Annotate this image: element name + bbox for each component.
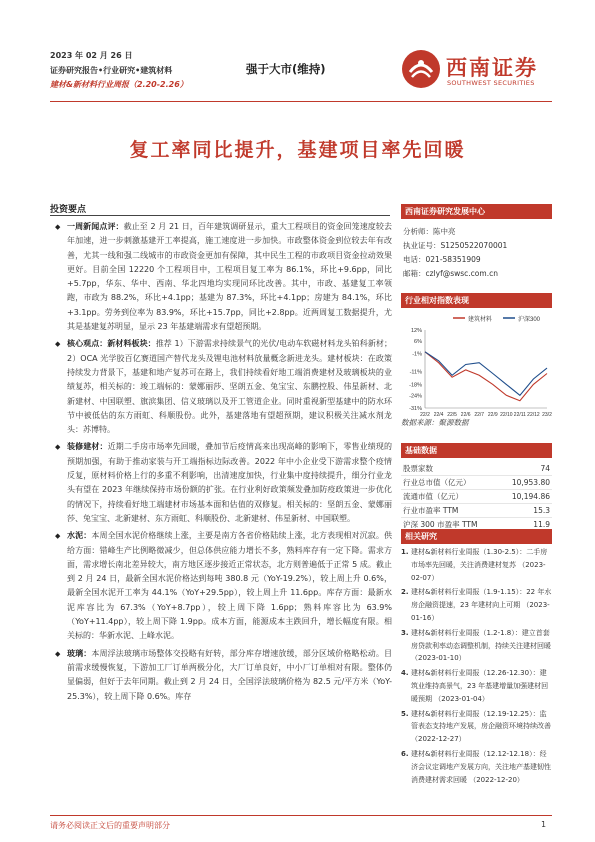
paragraph-lead: 玻璃：	[67, 648, 92, 658]
paragraph-text: 截止至 2 月 21 日，百年建筑调研显示，重大工程项目的资金回笼速度较去年加速，进一步刺激基建开工率提高，施工速度进一步加快。市政整体资金到位较去年有改善，尤其一线和强二线城市的市政资金更加有保障，其中民生工程的市政项目资金拉动效果更好。目前全国 12220 个工程项目中，工程项目复工率为 86.1%，环比+9.6pp，同比+5.7pp，华东、华中、西南、华北四地均实现同环比改善。其中，市政、基建复工率领跑，市政为 88.2%，环比+4.1pp；基建为 87.3%，环比+4.1pp；房建为 84.1%，环比+3.1pp。劳务到位率为 83.9%，环比+15.7pp，同比+2.8pp。近两周复工数据提升，尤其是基建复苏明显，显示 23 年基建端需求有望超预期。	[67, 222, 392, 332]
section-rule	[50, 215, 390, 216]
bullet-icon: ◆	[55, 649, 61, 658]
x-tick-label: 22/11	[513, 412, 526, 418]
company-logo	[402, 50, 552, 94]
y-tick-label: -31%	[409, 406, 422, 412]
bullet-icon: ◆	[55, 532, 61, 541]
basic-data-box	[401, 443, 552, 532]
related-num: 1.	[401, 548, 409, 556]
x-tick-label: 22/9	[487, 412, 498, 418]
weekly-title: 建材&新材料行业周报（2.20-2.26）	[50, 80, 188, 89]
y-tick-label: -11%	[409, 369, 422, 376]
table-row	[401, 490, 552, 504]
y-tick-label: -1%	[412, 351, 422, 358]
index-section-title: 行业相对指数表现	[401, 293, 552, 308]
row-label: 流通市值（亿元）	[401, 490, 499, 504]
related-text: 建材&新材料行业周报（12.19-12.25）：监管表态支持地产发展，房企融资环境持续改善 （2022-12-27）	[411, 709, 551, 744]
row-label: 行业总市值（亿元）	[401, 476, 499, 490]
series-line	[425, 352, 547, 401]
related-text: 建材&新材料行业周报（12.12-12.18）：经济会议定调地产发展方向，关注地产基建韧性消费建材需求回暖 （2022-12-20）	[411, 749, 551, 784]
analyst-email[interactable]: 邮箱：czlyf@swsc.com.cn	[403, 269, 498, 278]
report-type: 证券研究报告•行业研究•建筑材料	[50, 65, 173, 75]
x-tick-label: 22/6	[460, 412, 471, 418]
paragraph	[50, 529, 392, 643]
analyst-name: 分析师：陈中亮	[403, 227, 456, 236]
index-chart-svg	[401, 308, 552, 426]
bullet-icon: ◆	[55, 340, 61, 349]
related-num: 6.	[401, 749, 409, 758]
row-label: 沪深 300 市盈率 TTM	[401, 518, 499, 532]
bullet-icon: ◆	[55, 443, 61, 452]
x-tick-label: 22/5	[447, 412, 457, 418]
paragraph-lead: 一周新闻点评：	[67, 222, 124, 231]
paragraph-text: 推荐 1）下游需求持续景气的光伏/电动车软磁材料龙头铂科新材；2）OCA 光学胶百亿赛道国产替代龙头及锂电池材料放量概念新进龙头。建材板块：在政策持续发力背景下，基建和地产复苏可在路上，我们持续看好地工端消费建材及玻璃板块的业绩复苏，相关标的：竣工端标的：蒙娜丽莎、坚朗五金、兔宝宝、东鹏控股、伟星新材、北新建材、中国联塑、旗滨集团、信义玻璃以及开工管道企业。同时重视新型基建中的防水环节中被低估的东方雨虹、科顺股份。此外，基建落地有望超预期，建议积极关注减水剂龙头：苏博特。	[67, 339, 392, 435]
analyst-section-title: 西南证券研究发展中心	[401, 204, 552, 219]
x-tick-label: 22/7	[474, 412, 485, 418]
logo-text-en: SOUTHWEST SECURITIES	[447, 79, 535, 87]
series-line	[425, 352, 547, 396]
paragraph-lead: 核心观点：新材料板块：	[67, 339, 156, 349]
related-num: 3.	[401, 628, 409, 637]
row-value: 10,194.86	[499, 490, 552, 504]
report-header	[50, 49, 188, 93]
related-item[interactable]	[401, 627, 552, 665]
chart-source: 数据来源：聚源数据	[401, 418, 469, 427]
analyst-phone: 电话：021-58351909	[403, 255, 481, 264]
y-tick-label: -24%	[409, 393, 422, 400]
report-date: 2023 年 02 月 26 日	[50, 51, 133, 60]
x-tick-label: 22/4	[433, 412, 444, 418]
paragraph-lead: 装修建材：	[67, 442, 108, 452]
analyst-box	[401, 204, 552, 281]
related-text: 建材&新材料行业周报（1.2-1.8）：建立首套房贷款利率动态调整机制，持续关注建材回暖 （2023-01-10）	[411, 628, 551, 663]
related-item[interactable]	[401, 667, 552, 705]
paragraph-text: 本周浮法玻璃市场整体交投略有好转，部分库存增速放缓，部分区域价格略松动。目前需求缓慢恢复，下游加工厂订单两极分化，大厂订单良好，中小厂订单相对有限。整体仍显偏弱，但好于去年同期。截止到 2 月 24 日，全国浮法玻璃价格为 82.5 元/平方米（YoY-25.3%），较上周下降 0.6%。库存	[67, 648, 393, 701]
related-item[interactable]	[401, 748, 552, 786]
body-text	[50, 220, 392, 707]
basic-data-table	[401, 462, 552, 532]
logo-emblem-icon	[402, 50, 440, 88]
related-research-box	[401, 529, 552, 786]
index-chart	[401, 308, 552, 426]
row-label: 股票家数	[401, 462, 499, 476]
related-text: 建材&新材料行业周报（1.30-2.5）：二手房市场率先回暖，关注消费建材复苏 （2023-02-07）	[411, 548, 548, 582]
related-num: 2.	[401, 588, 409, 597]
header-rule	[50, 101, 552, 102]
paragraph	[50, 440, 392, 526]
paragraph-text: 本周全国水泥价格继续上涨，主要是南方各省价格陆续上涨，北方表现相对沉寂。供给方面：错峰生产比例略微减少，但总体供应能力增长不多，熟料库存有一定下降。需求方面，需求增长南北差异较大，南方地区逐步接近正常状态，北方则普遍低于正常 5 成。截止到 2 月 24 日，最新全国水泥价格达到每吨 380.8 元（YoY-19.2%），较上周上升 0.6%，最新全国水泥开工率为 44.1%（YoY+29.5pp），较上周上升 11.6pp。库存方面：最新水泥库容比为 67.3%（YoY+8.7pp），较上周下降 1.6pp；熟料库容比为 63.9%（YoY+11.4pp），较上周下降 1.9pp。成本方面，能源成本主跌回升，增长幅度有限。相关标的：华新水泥、上峰水泥。	[67, 531, 393, 641]
related-item[interactable]	[401, 586, 552, 624]
y-tick-label: -18%	[409, 382, 422, 389]
paragraph	[50, 647, 392, 704]
section-label: 投资要点	[50, 205, 87, 215]
related-section-title: 相关研究	[401, 529, 552, 544]
x-tick-label: 23/2	[542, 412, 552, 418]
related-item[interactable]	[401, 708, 552, 746]
y-tick-label: 6%	[414, 338, 422, 345]
related-text: 建材&新材料行业周报（1.9-1.15）：22 年水房企融资提速，23 年建材向上可期 （2023-01-16）	[411, 588, 552, 622]
page-number: 1	[541, 820, 547, 829]
disclaimer: 请务必阅读正文后的重要声明部分	[50, 821, 170, 830]
table-row	[401, 476, 552, 490]
page-title: 复工率同比提升，基建项目率先回暖	[129, 139, 466, 161]
rating: 强于大市(维持)	[246, 62, 326, 76]
legend-label: 建筑材料	[468, 317, 493, 323]
basic-section-title: 基础数据	[401, 443, 552, 458]
footer-rule	[50, 815, 552, 816]
legend-label: 沪深300	[518, 317, 541, 323]
paragraph-lead: 水泥：	[67, 531, 92, 541]
row-value: 15.3	[499, 504, 552, 518]
paragraph-text: 近期二手房市场率先回暖，叠加节后疫情高来出现高峰的影响下，零售业绩现的预期加强，有助于推动家装与开工端指标边际改善。2022 年中小企业受下游需求整个疫情反复，原材料价格上行的多重不利影响，出清速度加快，行业集中度持续提升，细分行业龙头有望在 2023 年继续保持市场份额的扩张。在行业利好政策频发叠加防疫政策进一步优化的情况下，持续看好地工端建材市场基本面和估值的双修复。相关标的：坚朗五金、蒙娜丽莎、兔宝宝、北新建材、东方雨虹、科顺股份、北新建材、伟星新材、中国联塑。	[67, 442, 392, 523]
row-value: 10,953.80	[499, 476, 552, 490]
row-value: 11.9	[499, 518, 552, 532]
y-tick-label: 12%	[410, 328, 422, 334]
related-text: 建材&新材料行业周报（12.26-12.30）：建筑业维持高景气，23 年基建增量加强建材回暖预期 （2023-01-04）	[411, 669, 549, 703]
bullet-icon: ◆	[55, 223, 61, 231]
paragraph	[50, 220, 392, 334]
table-row	[401, 462, 552, 476]
row-value: 74	[499, 462, 552, 476]
logo-text-cn: 西南证券	[446, 55, 538, 80]
paragraph	[50, 337, 392, 437]
related-item[interactable]	[401, 546, 552, 584]
index-chart-box	[401, 293, 552, 426]
x-tick-label: 22/12	[527, 412, 540, 418]
related-num: 4.	[401, 669, 409, 678]
related-num: 5.	[401, 709, 409, 718]
table-row	[401, 504, 552, 518]
analyst-license: 执业证号：S1250522070001	[403, 241, 508, 250]
row-label: 行业市盈率 TTM	[401, 504, 499, 518]
x-tick-label: 22/2	[420, 412, 430, 418]
x-tick-label: 22/10	[500, 412, 513, 418]
